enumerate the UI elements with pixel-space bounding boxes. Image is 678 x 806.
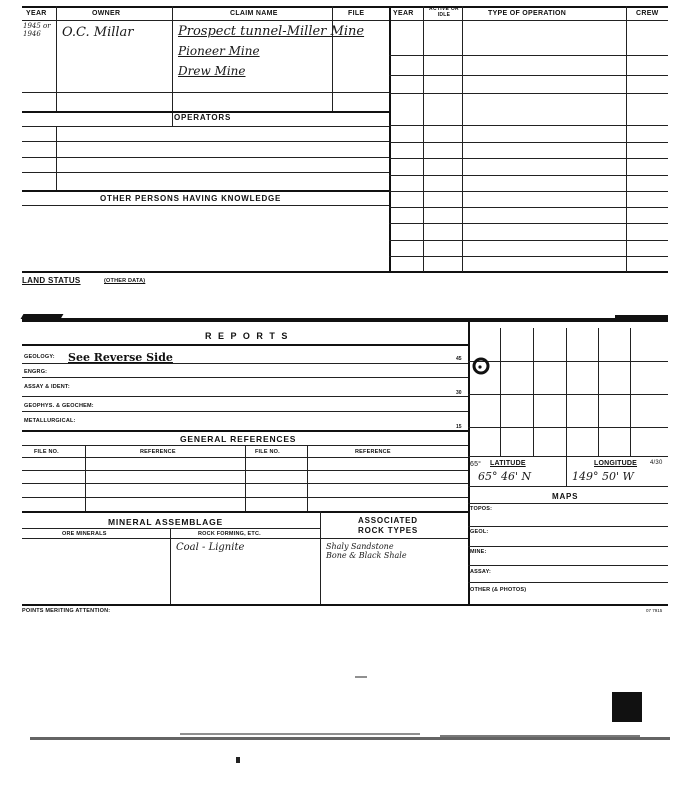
lat-prefix: 65°	[470, 461, 482, 468]
general-refs-title: GENERAL REFERENCES	[180, 434, 297, 444]
other-persons-label: OTHER PERSONS HAVING KNOWLEDGE	[100, 194, 282, 203]
report-num-geology: 45	[456, 356, 462, 362]
col-header-year: YEAR	[26, 10, 47, 17]
points-label: POINTS MERITING ATTENTION:	[22, 608, 111, 614]
report-num-assay: 30	[456, 390, 462, 396]
rock-forming-value: Coal - Lignite	[176, 542, 245, 553]
entry-claim-3: Drew Mine	[178, 64, 246, 78]
report-num-metallurgical: 15	[456, 424, 462, 430]
location-circle-icon	[472, 357, 490, 375]
longitude-value: 149° 50' W	[572, 470, 634, 483]
col-header-type: TYPE OF OPERATION	[488, 10, 567, 17]
form-number: 07 7915	[646, 608, 663, 613]
entry-claim-2: Pioneer Mine	[178, 44, 260, 58]
report-label-geophys: GEOPHYS. & GEOCHEM:	[24, 403, 94, 409]
ore-minerals-label: ORE MINERALS	[62, 531, 107, 537]
maps-mine: MINE:	[470, 549, 487, 555]
associated-title-2: ROCK TYPES	[358, 526, 419, 535]
land-status-label: LAND STATUS	[22, 276, 81, 285]
operators-label: OPERATORS	[174, 113, 232, 122]
latitude-value: 65° 46' N	[478, 470, 532, 483]
associated-value-1: Shaly Sandstone	[326, 542, 394, 551]
entry-owner: O.C. Millar	[62, 25, 134, 40]
report-label-metallurgical: METALLURGICAL:	[24, 418, 76, 424]
col-header-year-2: YEAR	[393, 10, 414, 17]
col-header-crew: CREW	[636, 10, 659, 17]
report-label-geology: GEOLOGY:	[24, 354, 55, 360]
report-label-assay: ASSAY & IDENT:	[24, 384, 70, 390]
maps-geol: GEOL:	[470, 529, 489, 535]
entry-year-bottom: 1946	[23, 30, 41, 38]
associated-value-2: Bone & Black Shale	[326, 551, 407, 560]
report-label-engrg: ENGRG:	[24, 369, 48, 375]
report-value-geology: See Reverse Side	[68, 351, 173, 364]
reports-title: R E P O R T S	[205, 331, 290, 341]
col-header-claim-name: CLAIM NAME	[230, 10, 278, 17]
refs-header-reference-1: REFERENCE	[140, 449, 176, 455]
refs-header-reference-2: REFERENCE	[355, 449, 391, 455]
col-header-owner: OWNER	[92, 10, 121, 17]
land-status-sub: (OTHER DATA)	[104, 278, 146, 284]
latitude-label: LATITUDE	[490, 460, 526, 467]
maps-topos: TOPOS:	[470, 506, 493, 512]
col-header-active: ACTIVE OR IDLE	[429, 6, 459, 18]
entry-claim-1: Prospect tunnel-Miller Mine	[178, 24, 365, 39]
refs-header-file-2: FILE NO.	[255, 449, 280, 455]
longitude-label: LONGITUDE	[594, 460, 638, 467]
lon-suffix: 4/30	[650, 460, 663, 466]
mineral-title: MINERAL ASSEMBLAGE	[108, 517, 223, 527]
maps-label: MAPS	[552, 492, 579, 501]
rock-forming-label: ROCK FORMING, ETC.	[198, 531, 261, 537]
col-header-file: FILE	[348, 10, 365, 17]
maps-other: OTHER (& PHOTOS)	[470, 587, 527, 593]
entry-year-top: 1945 or	[23, 22, 51, 30]
associated-title-1: ASSOCIATED	[358, 516, 418, 525]
maps-assay: ASSAY:	[470, 569, 492, 575]
refs-header-file-1: FILE NO.	[34, 449, 59, 455]
